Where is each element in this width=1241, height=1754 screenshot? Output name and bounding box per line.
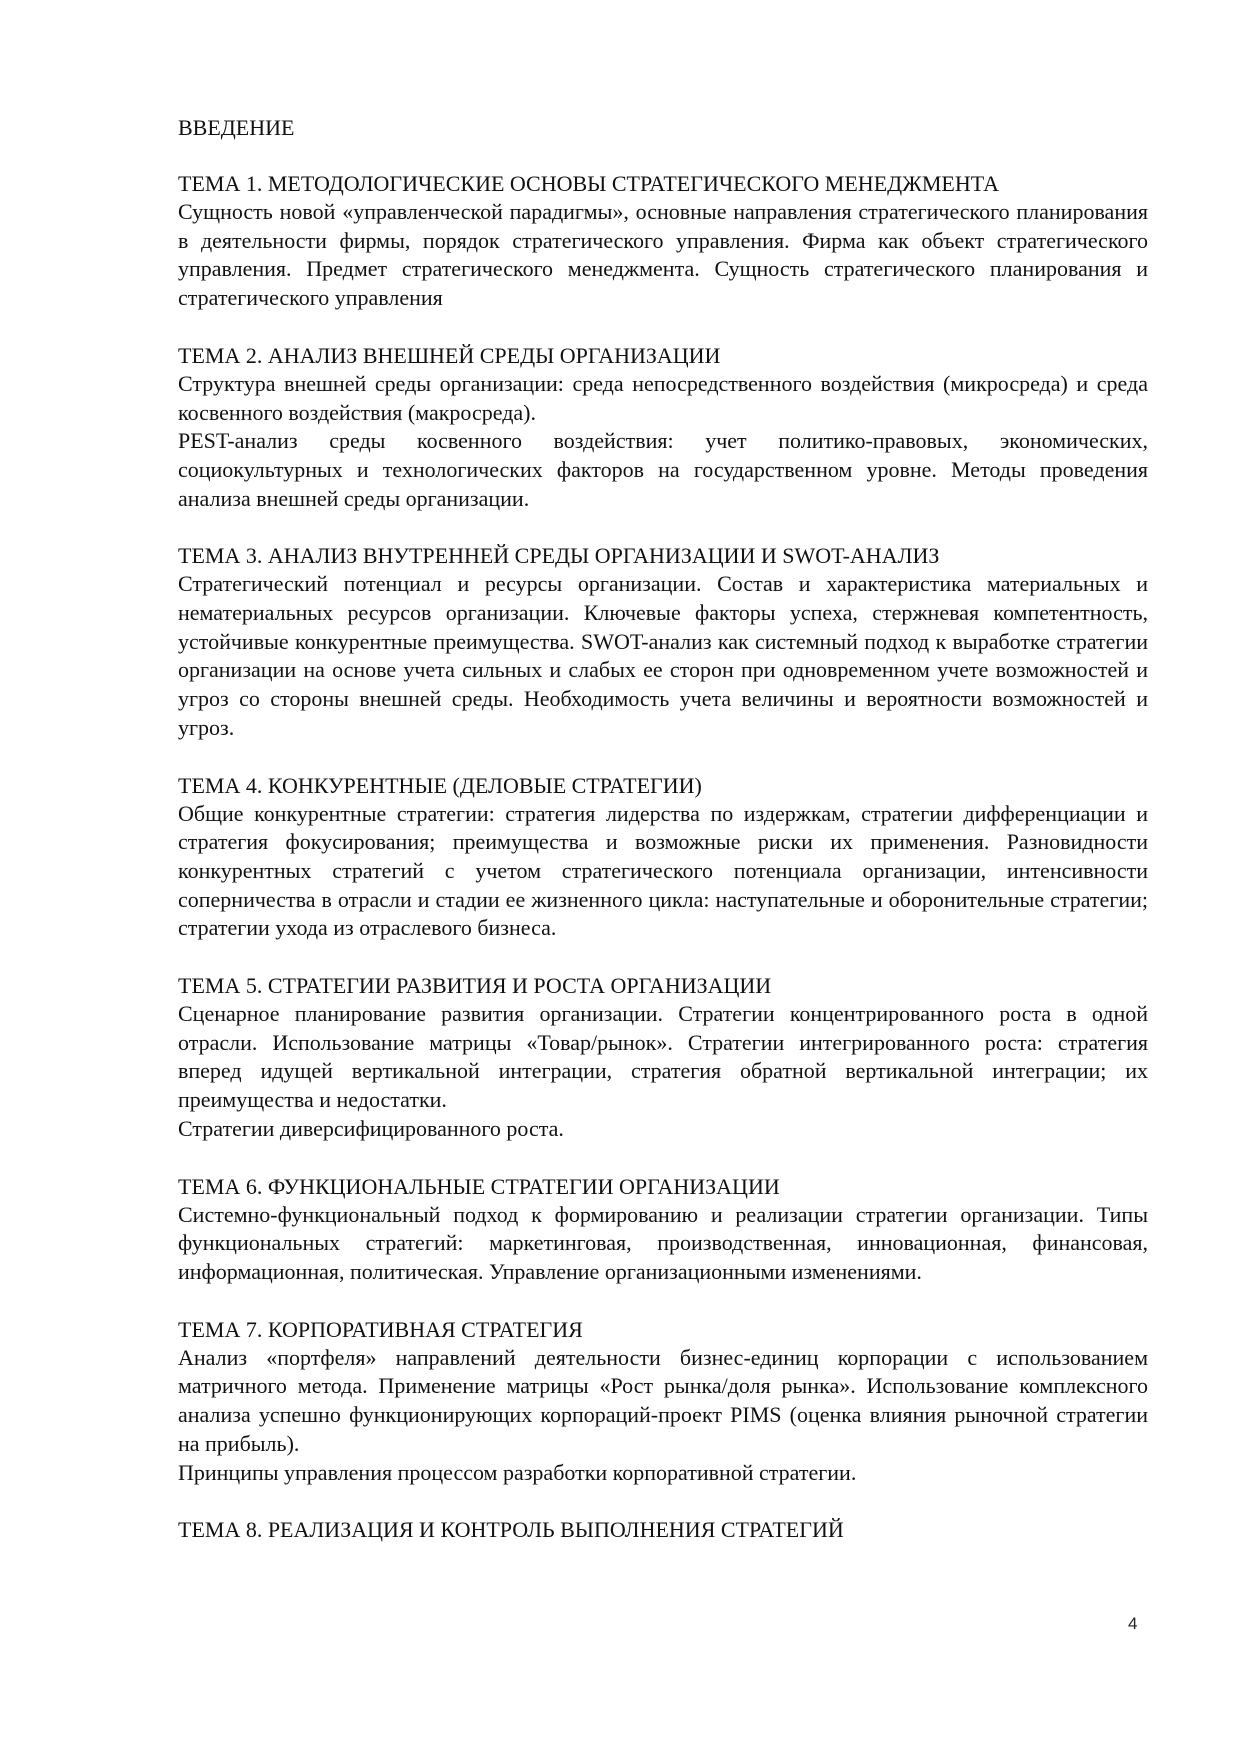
intro-heading: ВВЕДЕНИЕ	[178, 115, 295, 140]
topic-paragraph: Общие конкурентные стратегии: стратегия лидерства по издержкам, стратегии дифференциации и стратегия фокусирования; преимущества и возможные риски их применения. Разновидности конкурентных стратегий с учетом стратегического потенциала организации, интенсивности соперничества в отрасли и стадии ее жизненного цикла: наступательные и оборонительные стратегии; стратегии ухода из отраслевого бизнеса.	[178, 800, 1148, 941]
topic-title: ТЕМА 6. ФУНКЦИОНАЛЬНЫЕ СТРАТЕГИИ ОРГАНИЗАЦИИ	[178, 1173, 780, 1199]
topic-paragraph: Анализ «портфеля» направлений деятельности бизнес-единиц корпорации с использованием матричного метода. Применение матрицы «Рост рынка/доля рынка». Использование комплексного анализа успешно функционирующих корпораций-проект PIMS (оценка влияния рыночной стратегии на прибыль).	[178, 1344, 1148, 1456]
topic-paragraph: PEST-анализ среды косвенного воздействия: учет политико-правовых, экономических, социокультурных и технологических факторов на государственном уровне. Методы проведения анализа внешней среды организации.	[178, 428, 1148, 511]
topic-title: ТЕМА 2. АНАЛИЗ ВНЕШНЕЙ СРЕДЫ ОРГАНИЗАЦИИ	[178, 342, 721, 368]
topic-section	[178, 1516, 1148, 1544]
topic-title: ТЕМА 4. КОНКУРЕНТНЫЕ (ДЕЛОВЫЕ СТРАТЕГИИ)	[178, 772, 702, 798]
page-number: 4	[1128, 1614, 1138, 1633]
topic-section	[178, 772, 1148, 944]
topic-section	[178, 542, 1148, 742]
topic-section	[178, 1173, 1148, 1287]
topic-paragraph: Принципы управления процессом разработки корпоративной стратегии.	[178, 1459, 857, 1485]
topic-paragraph: Стратегический потенциал и ресурсы организации. Состав и характеристика материальных и нематериальных ресурсов организации. Ключевые факторы успеха, стержневая компетентность, устойчивые конкурентные преимущества. SWOT-анализ как системный подход к выработке стратегии организации на основе учета сильных и слабых ее сторон при одновременном учете возможностей и угроз со стороны внешней среды. Необходимость учета величины и вероятности возможностей и угроз.	[178, 571, 1148, 740]
topic-title: ТЕМА 8. РЕАЛИЗАЦИЯ И КОНТРОЛЬ ВЫПОЛНЕНИЯ СТРАТЕГИЙ	[178, 1517, 844, 1543]
topic-section	[178, 1316, 1148, 1488]
topic-section	[178, 972, 1148, 1144]
topic-title: ТЕМА 5. СТРАТЕГИИ РАЗВИТИЯ И РОСТА ОРГАНИЗАЦИИ	[178, 973, 772, 999]
topic-paragraph: Сценарное планирование развития организации. Стратегии концентрированного роста в одной отрасли. Использование матрицы «Товар/рынок». Стратегии интегрированного роста: стратегия вперед идущей вертикальной интеграции, стратегия обратной вертикальной интеграции; их преимущества и недостатки.	[178, 1001, 1148, 1113]
topic-title: ТЕМА 3. АНАЛИЗ ВНУТРЕННЕЙ СРЕДЫ ОРГАНИЗАЦИИ И SWOT-АНАЛИЗ	[178, 543, 940, 569]
topic-paragraph: Системно-функциональный подход к формированию и реализации стратегии организации. Типы функциональных стратегий: маркетинговая, производственная, инновационная, финансовая, информационная, политическая. Управление организационными изменениями.	[178, 1201, 1148, 1284]
topic-section	[178, 170, 1148, 313]
topic-paragraph: Стратегии диверсифицированного роста.	[178, 1115, 564, 1141]
topic-section	[178, 342, 1148, 514]
topic-paragraph: Сущность новой «управленческой парадигмы», основные направления стратегического планирования в деятельности фирмы, порядок стратегического управления. Фирма как объект стратегического управления. Предмет стратегического менеджмента. Сущность стратегического планирования и стратегического управления	[178, 199, 1148, 311]
topic-paragraph: Структура внешней среды организации: среда непосредственного воздействия (микросреда) и среда косвенного воздействия (макросреда).	[178, 370, 1148, 425]
page-content	[178, 114, 1148, 1573]
topic-title: ТЕМА 7. КОРПОРАТИВНАЯ СТРАТЕГИЯ	[178, 1316, 583, 1342]
topic-title: ТЕМА 1. МЕТОДОЛОГИЧЕСКИЕ ОСНОВЫ СТРАТЕГИЧЕСКОГО МЕНЕДЖМЕНТА	[178, 171, 999, 196]
